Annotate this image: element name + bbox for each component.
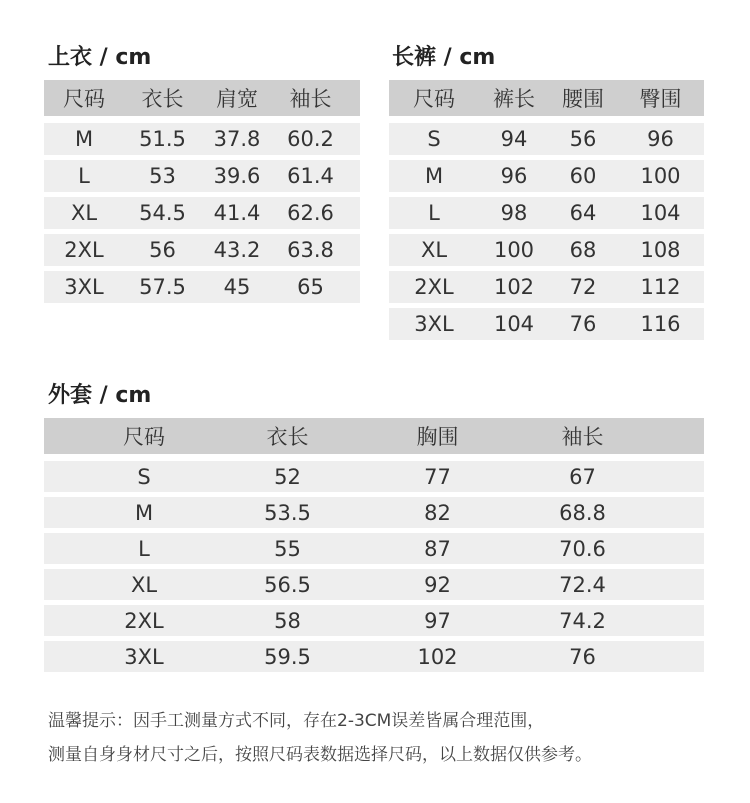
table-cell: 52 bbox=[274, 464, 301, 489]
table-row bbox=[44, 197, 360, 229]
table-row bbox=[389, 197, 704, 229]
pants-size-table bbox=[389, 80, 704, 345]
header-cell: 腰围 bbox=[562, 87, 604, 111]
table-cell: 104 bbox=[640, 201, 681, 225]
table-cell: 72.4 bbox=[559, 572, 606, 597]
table-cell: 55 bbox=[274, 536, 301, 561]
table-row bbox=[44, 234, 360, 266]
table-cell: 3XL bbox=[64, 275, 104, 299]
pants-table-title: 长裤 / cm bbox=[392, 45, 496, 70]
table-cell: 96 bbox=[647, 127, 674, 151]
table-cell: 100 bbox=[493, 238, 535, 262]
table-cell: 67 bbox=[569, 464, 596, 489]
table-cell: 68 bbox=[569, 238, 597, 262]
measurement-note-line-1: 温馨提示：因手工测量方式不同，存在2-3CM误差皆属合理范围， bbox=[48, 711, 545, 731]
table-cell: 104 bbox=[493, 312, 535, 336]
table-cell: 70.6 bbox=[559, 536, 606, 561]
table-cell: 54.5 bbox=[139, 201, 186, 225]
table-cell: L bbox=[138, 536, 150, 561]
table-row bbox=[389, 123, 704, 155]
table-header-row bbox=[44, 418, 704, 454]
header-cell: 衣长 bbox=[141, 87, 184, 111]
table-cell: 45 bbox=[223, 275, 251, 299]
table-cell: 98 bbox=[500, 201, 528, 225]
table-cell: S bbox=[137, 464, 151, 489]
header-cell: 尺码 bbox=[63, 87, 105, 111]
table-row bbox=[44, 641, 704, 672]
table-row bbox=[389, 308, 704, 340]
table-cell: 43.2 bbox=[213, 238, 261, 262]
header-cell: 肩宽 bbox=[216, 87, 258, 111]
table-cell: 3XL bbox=[414, 312, 454, 336]
header-cell: 臀围 bbox=[639, 87, 682, 111]
table-row bbox=[44, 160, 360, 192]
table-cell: XL bbox=[420, 238, 448, 262]
table-row bbox=[44, 497, 704, 528]
table-row bbox=[44, 123, 360, 155]
table-cell: 68.8 bbox=[559, 500, 606, 525]
table-cell: 62.6 bbox=[287, 201, 334, 225]
table-cell: 39.6 bbox=[213, 164, 261, 188]
table-cell: 58 bbox=[274, 608, 301, 633]
header-cell: 尺码 bbox=[123, 425, 165, 449]
table-cell: 74.2 bbox=[559, 608, 606, 633]
table-cell: 2XL bbox=[414, 275, 454, 299]
table-cell: 51.5 bbox=[139, 127, 186, 151]
table-row bbox=[44, 461, 704, 492]
table-row bbox=[44, 605, 704, 636]
table-cell: S bbox=[427, 127, 441, 151]
coat-table-title: 外套 / cm bbox=[48, 383, 152, 408]
measurement-note-line-2: 测量自身身材尺寸之后，按照尺码表数据选择尺码，以上数据仅供参考。 bbox=[48, 745, 592, 765]
top-size-table bbox=[44, 80, 360, 308]
table-cell: 82 bbox=[424, 500, 451, 525]
table-cell: 100 bbox=[640, 164, 681, 188]
table-cell: 41.4 bbox=[213, 201, 261, 225]
table-cell: 94 bbox=[500, 127, 528, 151]
table-row bbox=[44, 569, 704, 600]
header-cell: 尺码 bbox=[413, 87, 455, 111]
table-cell: 61.4 bbox=[287, 164, 334, 188]
table-cell: 53 bbox=[149, 164, 176, 188]
header-cell: 衣长 bbox=[266, 425, 309, 449]
table-cell: L bbox=[428, 201, 440, 225]
table-cell: 96 bbox=[500, 164, 528, 188]
table-cell: 102 bbox=[417, 644, 458, 669]
table-row bbox=[389, 271, 704, 303]
table-cell: 56.5 bbox=[264, 572, 311, 597]
table-row bbox=[389, 160, 704, 192]
table-cell: XL bbox=[70, 201, 98, 225]
table-cell: 60 bbox=[569, 164, 597, 188]
table-cell: M bbox=[424, 164, 444, 188]
table-cell: 53.5 bbox=[264, 500, 311, 525]
table-cell: 108 bbox=[640, 238, 681, 262]
table-cell: 56 bbox=[569, 127, 597, 151]
table-cell: 59.5 bbox=[264, 644, 311, 669]
table-cell: 65 bbox=[297, 275, 324, 299]
table-cell: 72 bbox=[569, 275, 597, 299]
table-cell: 112 bbox=[640, 275, 681, 299]
table-header-row bbox=[389, 80, 704, 116]
table-cell: 3XL bbox=[124, 644, 164, 669]
top-table-title: 上衣 / cm bbox=[48, 45, 152, 70]
table-row bbox=[44, 533, 704, 564]
table-cell: 102 bbox=[493, 275, 535, 299]
table-cell: 63.8 bbox=[287, 238, 334, 262]
table-header-row bbox=[44, 80, 360, 116]
table-cell: 76 bbox=[569, 312, 597, 336]
table-cell: 64 bbox=[569, 201, 597, 225]
table-cell: M bbox=[134, 500, 154, 525]
table-cell: 2XL bbox=[124, 608, 164, 633]
table-cell: 97 bbox=[424, 608, 451, 633]
table-row bbox=[389, 234, 704, 266]
header-cell: 胸围 bbox=[416, 425, 459, 449]
table-cell: 92 bbox=[424, 572, 451, 597]
header-cell: 袖长 bbox=[561, 425, 604, 449]
table-cell: 77 bbox=[424, 464, 451, 489]
table-cell: M bbox=[74, 127, 94, 151]
coat-size-table bbox=[44, 418, 704, 677]
table-cell: 2XL bbox=[64, 238, 104, 262]
table-row bbox=[44, 271, 360, 303]
header-cell: 裤长 bbox=[493, 87, 535, 111]
header-cell: 袖长 bbox=[289, 87, 332, 111]
table-cell: XL bbox=[130, 572, 158, 597]
table-cell: 57.5 bbox=[139, 275, 186, 299]
table-cell: 37.8 bbox=[213, 127, 261, 151]
table-cell: 76 bbox=[569, 644, 596, 669]
table-cell: 56 bbox=[149, 238, 176, 262]
table-cell: 87 bbox=[424, 536, 451, 561]
table-cell: L bbox=[78, 164, 90, 188]
table-cell: 60.2 bbox=[287, 127, 334, 151]
table-cell: 116 bbox=[640, 312, 681, 336]
